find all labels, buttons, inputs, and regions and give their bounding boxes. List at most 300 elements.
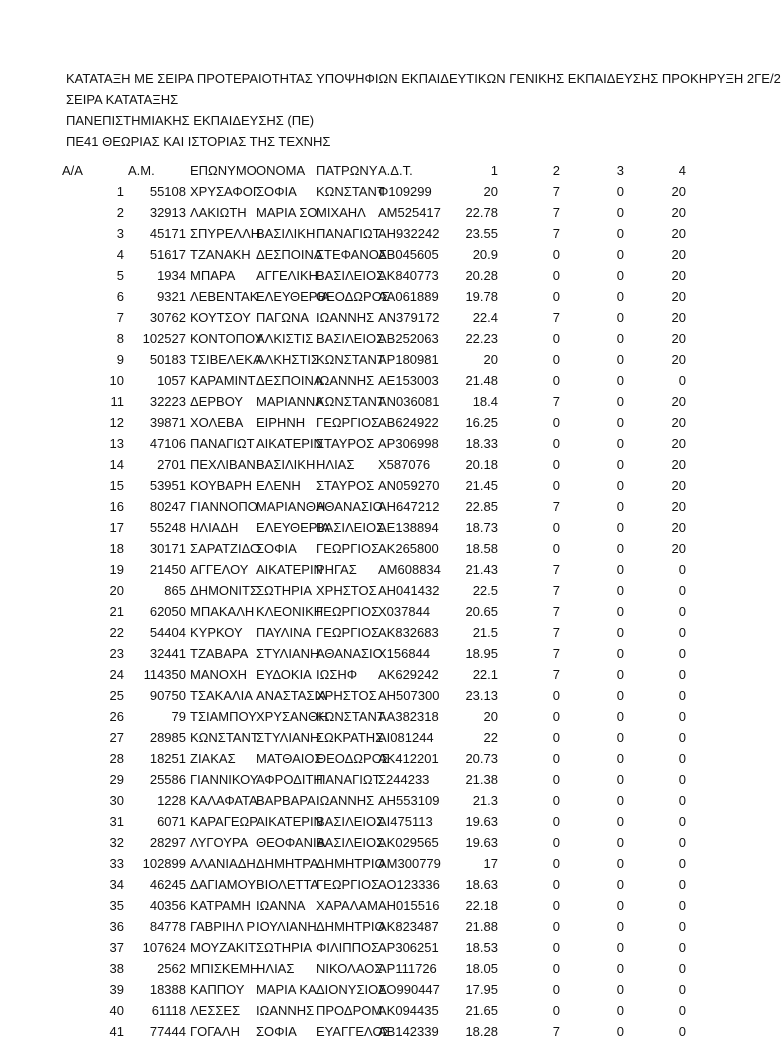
cell-score-4: 0 [678,583,686,598]
table-row [0,559,768,580]
table-row [0,328,768,349]
cell-score-2: 0 [552,940,560,955]
cell-score-2: 7 [552,499,560,514]
cell-score-3: 0 [616,478,624,493]
column-header-id: Α.Δ.Τ. [378,163,413,178]
cell-father: ΜΙΧΑΗΛ [316,205,366,220]
cell-score-2: 0 [552,478,560,493]
cell-id: ΑΗ015516 [378,898,440,913]
cell-aa: 35 [109,898,124,913]
cell-score-3: 0 [616,457,624,472]
cell-name: ΜΑΡΙΑ ΣΟ [256,205,318,220]
cell-score-3: 0 [616,625,624,640]
cell-score-4: 0 [678,898,686,913]
cell-score-3: 0 [616,205,624,220]
cell-father: ΧΡΗΣΤΟΣ [316,688,377,703]
cell-name: ΒΑΣΙΛΙΚΗ [256,226,316,241]
cell-score-4: 0 [678,940,686,955]
cell-id: ΑΕ138894 [378,520,439,535]
cell-am: 79 [171,709,186,724]
cell-id: ΑΗ507300 [378,688,440,703]
cell-am: 30171 [149,541,186,556]
cell-aa: 20 [109,583,124,598]
cell-score-3: 0 [616,436,624,451]
cell-score-3: 0 [616,793,624,808]
table-row [0,748,768,769]
cell-father: ΦΙΛΙΠΠΟΣ [316,940,380,955]
cell-name: ΒΙΟΛΕΤΤΑ [256,877,320,892]
cell-aa: 10 [109,373,124,388]
cell-score-2: 0 [552,835,560,850]
cell-am: 77444 [149,1024,186,1039]
cell-score-2: 7 [552,646,560,661]
cell-am: 46245 [149,877,186,892]
cell-score-1: 19.78 [465,289,498,304]
cell-surname: ΚΟΝΤΟΠΟΥ [190,331,264,346]
cell-am: 32441 [149,646,186,661]
cell-score-2: 0 [552,961,560,976]
table-row [0,874,768,895]
cell-surname: ΓΙΑΝΝΟΠΟ [190,499,258,514]
cell-father: ΕΥΑΓΓΕΛΟΣ [316,1024,391,1039]
cell-score-4: 0 [678,856,686,871]
cell-father: ΑΘΑΝΑΣΙΟ [316,646,383,661]
table-row [0,832,768,853]
cell-score-1: 22 [483,730,498,745]
cell-surname: ΣΑΡΑΤΖΙΔΟ [190,541,261,556]
cell-aa: 18 [109,541,124,556]
table-row [0,307,768,328]
cell-id: ΑΕ153003 [378,373,439,388]
cell-name: ΜΑΡΙΑΝΘΗ [256,499,326,514]
cell-score-4: 0 [678,688,686,703]
cell-name: ΜΑΤΘΑΙΟΣ [256,751,323,766]
cell-surname: ΚΑΤΡΑΜΗ [190,898,251,913]
cell-score-4: 20 [671,352,686,367]
cell-score-3: 0 [616,352,624,367]
table-row [0,958,768,979]
cell-name: ΑΙΚΑΤΕΡΙΝ [256,436,323,451]
cell-am: 18251 [149,751,186,766]
table-row [0,517,768,538]
cell-surname: ΓΟΓΑΛΗ [190,1024,240,1039]
cell-score-2: 0 [552,898,560,913]
cell-score-3: 0 [616,604,624,619]
cell-score-4: 0 [678,961,686,976]
cell-score-1: 22.4 [472,310,498,325]
cell-score-2: 7 [552,604,560,619]
cell-name: ΑΝΑΣΤΑΣΙΑ [256,688,327,703]
cell-aa: 24 [109,667,124,682]
cell-id: ΑΜ525417 [378,205,441,220]
cell-am: 84778 [149,919,186,934]
column-header-name: ΟΝΟΜΑ [256,163,306,178]
cell-score-3: 0 [616,961,624,976]
cell-surname: ΜΑΝΟΧΗ [190,667,248,682]
cell-score-2: 0 [552,289,560,304]
cell-am: 55248 [149,520,186,535]
cell-score-1: 23.55 [465,226,498,241]
cell-name: ΑΓΓΕΛΙΚΗ [256,268,319,283]
cell-score-3: 0 [616,1024,624,1039]
cell-am: 53951 [149,478,186,493]
table-row [0,181,768,202]
table-row [0,706,768,727]
cell-score-1: 21.5 [472,625,498,640]
cell-aa: 33 [109,856,124,871]
cell-score-2: 7 [552,562,560,577]
cell-id: Χ037844 [378,604,431,619]
table-row [0,727,768,748]
cell-score-1: 20 [483,184,498,199]
cell-score-3: 0 [616,310,624,325]
cell-aa: 15 [109,478,124,493]
cell-father: ΝΙΚΟΛΑΟΣ [316,961,383,976]
cell-score-1: 19.63 [465,814,498,829]
cell-id: ΑΗ553109 [378,793,440,808]
cell-aa: 23 [109,646,124,661]
cell-score-3: 0 [616,709,624,724]
cell-am: 90750 [149,688,186,703]
cell-score-1: 18.53 [465,940,498,955]
cell-am: 51617 [149,247,186,262]
cell-surname: ΔΕΡΒΟΥ [190,394,244,409]
cell-am: 39871 [149,415,186,430]
cell-aa: 9 [116,352,124,367]
cell-score-2: 0 [552,919,560,934]
cell-score-1: 18.33 [465,436,498,451]
table-row [0,538,768,559]
cell-surname: ΤΣΙΒΕΛΕΚΑ [190,352,262,367]
cell-am: 1228 [157,793,186,808]
cell-score-3: 0 [616,289,624,304]
cell-surname: ΛΑΚΙΩΤΗ [190,205,247,220]
cell-score-4: 0 [678,814,686,829]
cell-father: ΗΛΙΑΣ [316,457,355,472]
cell-score-3: 0 [616,562,624,577]
cell-name: ΑΙΚΑΤΕΡΙΝ [256,562,323,577]
cell-father: ΘΕΟΔΩΡΟΣ [316,751,390,766]
cell-am: 61118 [151,1003,186,1018]
cell-id: ΑΗ932242 [378,226,440,241]
table-header-row [0,160,768,181]
cell-aa: 17 [109,520,124,535]
cell-am: 32913 [149,205,186,220]
cell-surname: ΚΥΡΚΟΥ [190,625,243,640]
cell-score-4: 20 [671,331,686,346]
cell-father: ΓΕΩΡΓΙΟΣ [316,541,380,556]
cell-aa: 34 [109,877,124,892]
cell-aa: 6 [116,289,124,304]
cell-score-2: 0 [552,1003,560,1018]
cell-score-4: 0 [678,772,686,787]
cell-score-4: 20 [671,394,686,409]
cell-surname: ΠΑΝΑΓΙΩΤ [190,436,255,451]
column-header-aa: Α/Α [62,163,83,178]
cell-surname: ΓΙΑΝΝΙΚΟΥ [190,772,259,787]
cell-score-1: 21.43 [465,562,498,577]
table-row [0,853,768,874]
cell-score-4: 20 [671,520,686,535]
cell-father: ΣΩΚΡΑΤΗΣ [316,730,384,745]
cell-id: ΑΗ647212 [378,499,440,514]
cell-score-3: 0 [616,541,624,556]
table-row [0,454,768,475]
cell-surname: ΚΑΠΠΟΥ [190,982,245,997]
cell-score-1: 21.3 [472,793,498,808]
cell-father: ΣΤΑΥΡΟΣ [316,478,375,493]
cell-father: ΧΡΗΣΤΟΣ [316,583,377,598]
cell-score-1: 18.63 [465,877,498,892]
cell-surname: ΑΛΑΝΙΑΔΗ [190,856,256,871]
cell-aa: 38 [109,961,124,976]
cell-score-3: 0 [616,499,624,514]
cell-id: ΑΙ475113 [378,814,433,829]
cell-father: ΚΩΝΣΤΑΝΤ [316,709,385,724]
cell-name: ΕΙΡΗΝΗ [256,415,306,430]
cell-score-3: 0 [616,646,624,661]
cell-aa: 5 [116,268,124,283]
cell-aa: 4 [116,247,124,262]
cell-am: 28985 [149,730,186,745]
cell-am: 80247 [149,499,186,514]
cell-score-2: 0 [552,751,560,766]
table-row [0,223,768,244]
cell-am: 32223 [149,394,186,409]
cell-score-4: 0 [678,751,686,766]
cell-score-2: 7 [552,583,560,598]
cell-id: ΑΟ123336 [378,877,440,892]
cell-id: ΑΡ306251 [378,940,439,955]
cell-id: ΑΚ412201 [378,751,439,766]
cell-name: ΧΡΥΣΑΝΘΗ [256,709,328,724]
cell-surname: ΜΠΙΣΚΕΜΗ [190,961,260,976]
cell-surname: ΧΡΥΣΑΦΟΓ [190,184,260,199]
cell-score-3: 0 [616,520,624,535]
cell-father: ΣΤΕΦΑΝΟΣ [316,247,387,262]
table-row [0,391,768,412]
cell-name: ΔΗΜΗΤΡΑ [256,856,319,871]
cell-am: 40356 [149,898,186,913]
cell-am: 50183 [149,352,186,367]
cell-father: ΑΘΑΝΑΣΙΟ [316,499,383,514]
cell-aa: 21 [109,604,124,619]
cell-father: ΒΑΣΙΛΕΙΟΣ [316,835,385,850]
cell-score-2: 0 [552,982,560,997]
cell-score-2: 0 [552,352,560,367]
cell-score-1: 18.05 [465,961,498,976]
cell-aa: 11 [110,394,124,409]
cell-score-3: 0 [616,772,624,787]
cell-score-2: 7 [552,625,560,640]
cell-score-3: 0 [616,919,624,934]
cell-score-3: 0 [616,373,624,388]
cell-score-1: 16.25 [465,415,498,430]
cell-score-1: 21.88 [465,919,498,934]
cell-score-4: 0 [678,835,686,850]
cell-name: ΕΥΔΟΚΙΑ [256,667,312,682]
cell-surname: ΚΩΝΣΤΑΝΤ [190,730,259,745]
cell-am: 21450 [149,562,186,577]
cell-aa: 2 [116,205,124,220]
cell-father: ΙΩΑΝΝΗΣ [316,310,375,325]
cell-score-1: 23.13 [465,688,498,703]
cell-score-2: 0 [552,856,560,871]
column-header-1: 1 [490,163,498,178]
table-row [0,244,768,265]
cell-score-4: 20 [671,457,686,472]
cell-score-1: 17 [483,856,498,871]
cell-aa: 25 [109,688,124,703]
cell-score-1: 22.78 [465,205,498,220]
cell-score-1: 20.73 [465,751,498,766]
cell-score-4: 0 [678,604,686,619]
cell-aa: 3 [116,226,124,241]
cell-father: ΒΑΣΙΛΕΙΟΣ [316,268,385,283]
cell-score-3: 0 [616,898,624,913]
cell-am: 107624 [142,940,186,955]
cell-name: ΕΛΕΥΘΕΡΙΑ [256,520,330,535]
cell-name: ΑΛΚΗΣΤΙΣ [256,352,320,367]
cell-score-2: 0 [552,520,560,535]
cell-score-3: 0 [616,856,624,871]
cell-score-1: 22.85 [465,499,498,514]
cell-surname: ΜΟΥΖΑΚΙΤ [190,940,257,955]
cell-aa: 1 [116,184,124,199]
cell-am: 18388 [149,982,186,997]
cell-surname: ΗΛΙΑΔΗ [190,520,239,535]
cell-father: ΒΑΣΙΛΕΙΟΣ [316,520,385,535]
cell-score-4: 0 [678,982,686,997]
cell-score-4: 0 [678,667,686,682]
table-row [0,643,768,664]
cell-score-3: 0 [616,751,624,766]
cell-id: ΑΚ823487 [378,919,439,934]
cell-score-4: 0 [678,709,686,724]
table-row [0,1000,768,1021]
cell-name: ΣΤΥΛΙΑΝΗ [256,730,320,745]
cell-score-2: 7 [552,226,560,241]
table-row [0,916,768,937]
cell-surname: ΤΣΑΚΑΛΙΑ [190,688,253,703]
cell-am: 30762 [149,310,186,325]
column-header-father: ΠΑΤΡΩΝΥ [316,163,378,178]
cell-aa: 13 [109,436,124,451]
cell-score-4: 0 [678,793,686,808]
cell-id: ΑΒ624922 [378,415,439,430]
cell-score-1: 20 [483,709,498,724]
cell-am: 25586 [149,772,186,787]
cell-name: ΚΛΕΟΝΙΚΗ [256,604,324,619]
cell-aa: 39 [109,982,124,997]
cell-score-2: 7 [552,394,560,409]
cell-score-1: 22.23 [465,331,498,346]
table-row [0,811,768,832]
cell-score-2: 0 [552,793,560,808]
column-header-4: 4 [678,163,686,178]
cell-name: ΣΟΦΙΑ [256,1024,297,1039]
document-title: ΚΑΤΑΤΑΞΗ ΜΕ ΣΕΙΡΑ ΠΡΟΤΕΡΑΙΟΤΗΤΑΣ ΥΠΟΨΗΦΙΩΝ ΕΚΠΑΙΔΕΥΤΙΚΩΝ ΓΕΝΙΚΗΣ ΕΚΠΑΙΔΕΥΣΗΣ ΠΡΟΚΗΡΥΞΗ 2ΓΕ/2 [66,71,781,86]
cell-score-2: 7 [552,667,560,682]
cell-score-4: 0 [678,562,686,577]
cell-name: ΙΩΑΝΝΗΣ [256,1003,315,1018]
cell-name: ΑΙΚΑΤΕΡΙΝ [256,814,323,829]
table-row [0,496,768,517]
cell-aa: 36 [109,919,124,934]
cell-score-3: 0 [616,268,624,283]
cell-score-3: 0 [616,982,624,997]
cell-father: ΓΕΩΡΓΙΟΣ [316,604,380,619]
cell-father: ΧΑΡΑΛΑΜ [316,898,378,913]
cell-am: 2562 [157,961,186,976]
cell-score-2: 0 [552,772,560,787]
cell-score-4: 20 [671,478,686,493]
cell-score-2: 7 [552,1024,560,1039]
cell-id: ΑΒ142339 [378,1024,439,1039]
cell-father: ΠΑΝΑΓΙΩΤ [316,772,381,787]
cell-am: 102527 [142,331,186,346]
cell-surname: ΚΑΡΑΜΙΝΤ [190,373,256,388]
cell-am: 102899 [142,856,186,871]
cell-score-1: 21.45 [465,478,498,493]
cell-score-3: 0 [616,394,624,409]
table-row [0,769,768,790]
cell-id: ΑΡ180981 [378,352,439,367]
cell-surname: ΔΑΓΙΑΜΟΥ [190,877,256,892]
cell-am: 6071 [157,814,186,829]
cell-score-4: 20 [671,436,686,451]
education-level-label: ΠΑΝΕΠΙΣΤΗΜΙΑΚΗΣ ΕΚΠΑΙΔΕΥΣΗΣ (ΠΕ) [66,113,315,128]
cell-score-3: 0 [616,184,624,199]
table-row [0,937,768,958]
cell-name: ΣΤΥΛΙΑΝΗ [256,646,320,661]
cell-am: 55108 [149,184,186,199]
table-row [0,202,768,223]
cell-score-4: 20 [671,205,686,220]
cell-aa: 19 [109,562,124,577]
cell-aa: 7 [116,310,124,325]
cell-score-1: 22.5 [472,583,498,598]
cell-score-4: 20 [671,499,686,514]
cell-surname: ΛΥΓΟΥΡΑ [190,835,249,850]
cell-name: ΙΟΥΛΙΑΝΗ [256,919,317,934]
cell-father: ΘΕΟΔΩΡΟΣ [316,289,390,304]
cell-score-1: 18.58 [465,541,498,556]
cell-aa: 12 [109,415,124,430]
cell-score-2: 0 [552,709,560,724]
cell-father: ΠΡΟΔΡΟΜ [316,1003,383,1018]
cell-score-4: 0 [678,730,686,745]
cell-father: ΚΩΝΣΤΑΝΤ [316,352,385,367]
cell-name: ΘΕΟΦΑΝΙΑ [256,835,326,850]
cell-score-3: 0 [616,688,624,703]
cell-surname: ΚΟΥΒΑΡΗ [190,478,253,493]
cell-aa: 32 [109,835,124,850]
cell-surname: ΤΖΑΝΑΚΗ [190,247,251,262]
cell-am: 1057 [157,373,186,388]
cell-score-2: 7 [552,310,560,325]
cell-aa: 16 [109,499,124,514]
table-row [0,790,768,811]
cell-score-4: 0 [678,373,686,388]
cell-id: ΑΚ094435 [378,1003,439,1018]
cell-aa: 40 [109,1003,124,1018]
cell-surname: ΔΗΜΟΝΙΤΣ [190,583,258,598]
cell-score-1: 20.65 [465,604,498,619]
cell-score-1: 22.1 [472,667,498,682]
cell-father: ΚΩΝΣΤΑΝΤ [316,394,385,409]
table-row [0,1021,768,1042]
